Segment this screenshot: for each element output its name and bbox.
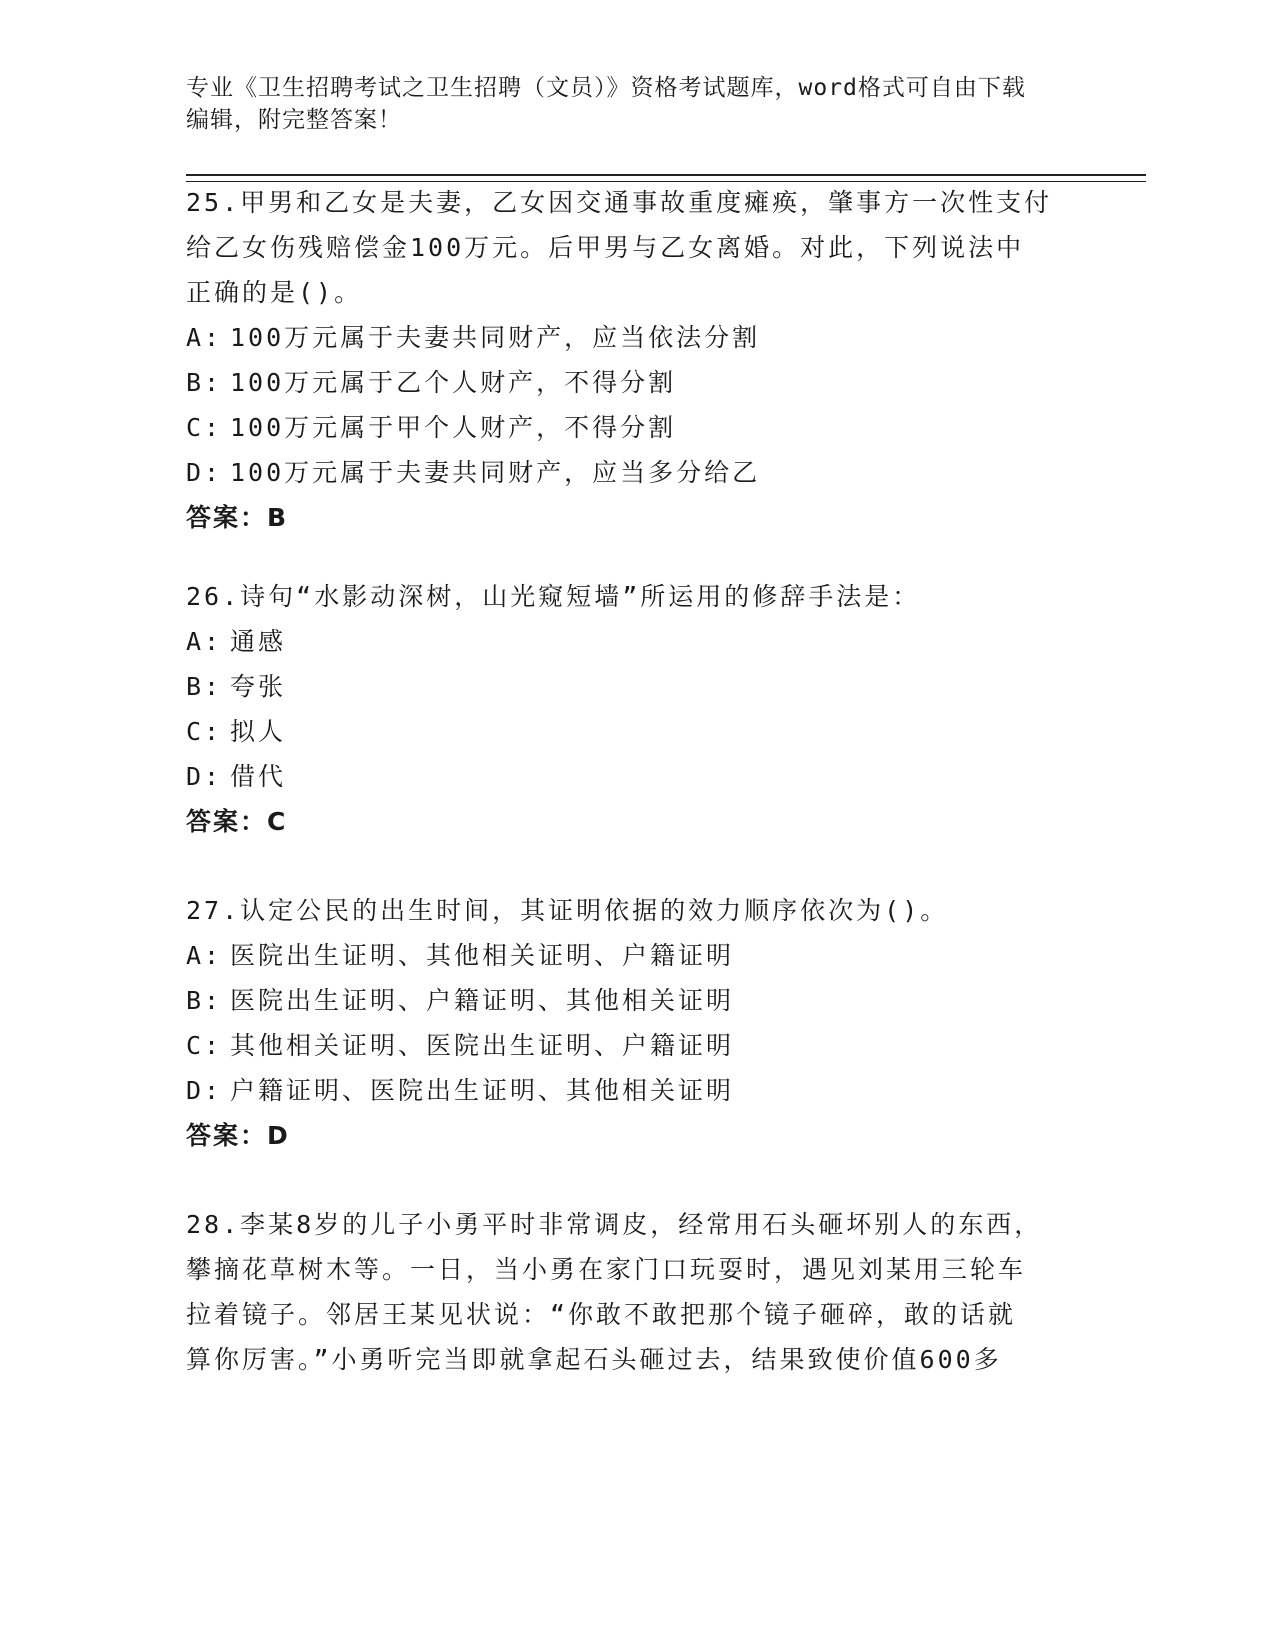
option-d	[186, 754, 1086, 799]
answer-line: 答案：C	[186, 807, 288, 836]
option-b	[186, 978, 1086, 1023]
question-stem-line: 算你厉害。”小勇听完当即就拿起石头砸过去，结果致使价值600多	[186, 1345, 1002, 1374]
option-a	[186, 933, 1086, 978]
option-letter: B:	[186, 368, 223, 397]
option-text: 夸张	[230, 672, 287, 701]
option-text: 其他相关证明、医院出生证明、户籍证明	[230, 1031, 735, 1060]
question-stem-line: 正确的是()。	[186, 278, 363, 307]
option-letter: A:	[186, 627, 223, 656]
option-d	[186, 1068, 1086, 1113]
option-text: 100万元属于甲个人财产，不得分割	[230, 413, 677, 442]
header-line-1: 专业《卫生招聘考试之卫生招聘（文员）》资格考试题库，word格式可自由下载	[186, 75, 1026, 101]
option-c	[186, 709, 1086, 754]
option-letter: C:	[186, 413, 223, 442]
option-letter: C:	[186, 717, 223, 746]
option-text: 100万元属于乙个人财产，不得分割	[230, 368, 677, 397]
header-line-2: 编辑，附完整答案！	[186, 107, 402, 133]
option-d	[186, 450, 1086, 495]
option-letter: A:	[186, 941, 223, 970]
option-text: 100万元属于夫妻共同财产，应当依法分割	[230, 323, 761, 352]
question-stem-line: 给乙女伤残赔偿金100万元。后甲男与乙女离婚。对此，下列说法中	[186, 233, 1025, 262]
question-25	[186, 180, 1086, 540]
question-stem-line: 25.甲男和乙女是夫妻，乙女因交通事故重度瘫痪，肇事方一次性支付	[186, 188, 1053, 217]
option-b	[186, 664, 1086, 709]
question-stem-line: 26.诗句“水影动深树，山光窥短墙”所运用的修辞手法是：	[186, 582, 921, 611]
option-letter: A:	[186, 323, 223, 352]
option-b	[186, 360, 1086, 405]
option-letter: D:	[186, 1076, 223, 1105]
question-stem-line: 攀摘花草树木等。一日，当小勇在家门口玩耍时，遇见刘某用三轮车	[186, 1255, 1027, 1284]
option-text: 医院出生证明、户籍证明、其他相关证明	[230, 986, 735, 1015]
option-letter: D:	[186, 762, 223, 791]
question-stem-line: 27.认定公民的出生时间，其证明依据的效力顺序依次为()。	[186, 896, 949, 925]
option-text: 通感	[230, 627, 287, 656]
option-text: 100万元属于夫妻共同财产，应当多分给乙	[230, 458, 761, 487]
question-28	[186, 1202, 1086, 1382]
answer-line: 答案：D	[186, 1121, 290, 1150]
question-stem-line: 28.李某8岁的儿子小勇平时非常调皮，经常用石头砸坏别人的东西，	[186, 1210, 1043, 1239]
option-text: 医院出生证明、其他相关证明、户籍证明	[230, 941, 735, 970]
answer-line: 答案：B	[186, 503, 289, 532]
option-text: 借代	[230, 762, 287, 791]
option-letter: B:	[186, 672, 223, 701]
option-letter: C:	[186, 1031, 223, 1060]
question-26	[186, 574, 1086, 844]
option-c	[186, 1023, 1086, 1068]
option-letter: D:	[186, 458, 223, 487]
document-header	[186, 72, 1086, 136]
question-27	[186, 888, 1086, 1158]
option-letter: B:	[186, 986, 223, 1015]
option-a	[186, 619, 1086, 664]
question-stem-line: 拉着镜子。邻居王某见状说：“你敢不敢把那个镜子砸碎，敢的话就	[186, 1300, 1017, 1329]
option-c	[186, 405, 1086, 450]
header-divider-thick	[186, 174, 1146, 176]
option-a	[186, 315, 1086, 360]
option-text: 户籍证明、医院出生证明、其他相关证明	[230, 1076, 735, 1105]
option-text: 拟人	[230, 717, 287, 746]
